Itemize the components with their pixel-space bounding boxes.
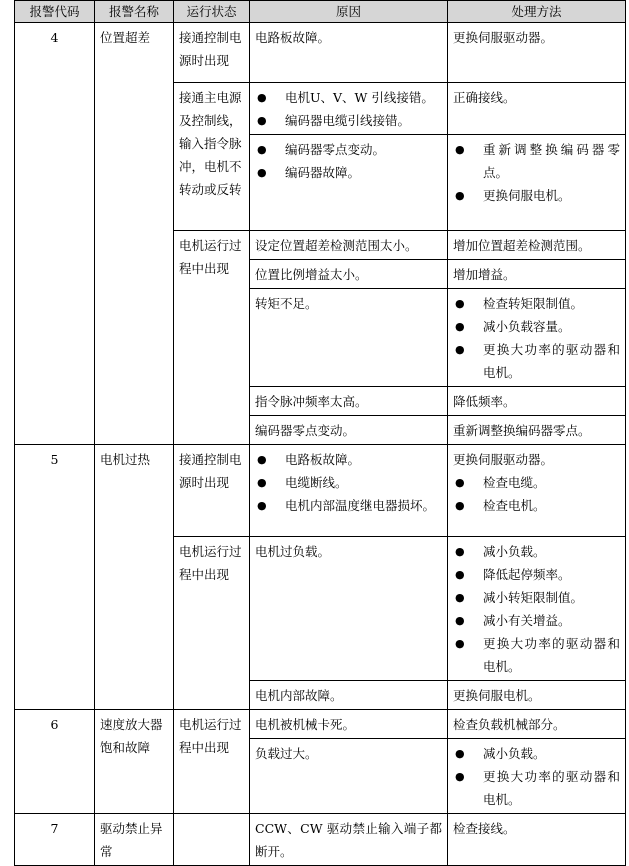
cause-text: CCW、CW 驱动禁止输入端子都断开。 bbox=[255, 821, 442, 859]
cause-cell bbox=[250, 260, 448, 289]
cause-cell bbox=[250, 537, 448, 681]
run-state-cell: 接通控制电源时出现 bbox=[174, 23, 250, 83]
run-state-cell: 接通控制电源时出现 bbox=[174, 445, 250, 537]
cause-cell bbox=[250, 289, 448, 387]
run-state-cell: 接通主电源及控制线，输入指令脉冲，电机不转动或反转 bbox=[174, 83, 250, 231]
cause-cell bbox=[250, 739, 448, 814]
alarm-code-cell: 5 bbox=[15, 445, 95, 710]
remedy-text: 正确接线。 bbox=[453, 90, 516, 105]
cause-text: 转矩不足。 bbox=[255, 296, 318, 311]
cause-bullet-item: ● 编码器零点变动。 bbox=[255, 138, 442, 161]
table-row bbox=[15, 710, 626, 739]
cause-cell bbox=[250, 23, 448, 83]
remedy-bullet-item: ● 减小负载容量。 bbox=[453, 315, 620, 338]
cause-cell bbox=[250, 681, 448, 710]
cause-cell bbox=[250, 710, 448, 739]
cause-cell bbox=[250, 83, 448, 135]
remedy-text: 降低频率。 bbox=[453, 394, 516, 409]
remedy-bullet-item: ● 降低起停频率。 bbox=[453, 563, 620, 586]
cause-text: 位置比例增益太小。 bbox=[255, 267, 368, 282]
remedy-bullet-item: ● 检查电缆。 bbox=[453, 471, 620, 494]
cause-cell bbox=[250, 445, 448, 537]
alarm-name-cell: 速度放大器饱和故障 bbox=[95, 710, 174, 814]
remedy-bullet-item: ● 减小转矩限制值。 bbox=[453, 586, 620, 609]
cause-text: 负载过大。 bbox=[255, 746, 318, 761]
cause-text: 编码器零点变动。 bbox=[255, 423, 356, 438]
alarm-code-cell: 4 bbox=[15, 23, 95, 445]
cause-text: 指令脉冲频率太高。 bbox=[255, 394, 368, 409]
table-row bbox=[15, 814, 626, 866]
header-cause: 原因 bbox=[250, 1, 448, 23]
cause-text: 电路板故障。 bbox=[255, 30, 331, 45]
remedy-bullet-item: ● 减小负载。 bbox=[453, 742, 620, 765]
header-remedy: 处理方法 bbox=[448, 1, 626, 23]
remedy-bullet-item: ● 更换大功率的驱动器和电机。 bbox=[453, 765, 620, 811]
alarm-code-cell: 6 bbox=[15, 710, 95, 814]
alarm-table-body bbox=[15, 23, 626, 866]
remedy-text: 更换伺服驱动器。 bbox=[453, 452, 554, 467]
remedy-bullet-item: ● 检查转矩限制值。 bbox=[453, 292, 620, 315]
run-state-cell bbox=[174, 814, 250, 866]
remedy-bullet-item: ● 检查电机。 bbox=[453, 494, 620, 517]
remedy-cell bbox=[448, 231, 626, 260]
remedy-bullet-item: ● 减小有关增益。 bbox=[453, 609, 620, 632]
remedy-cell bbox=[448, 289, 626, 387]
remedy-cell bbox=[448, 387, 626, 416]
cause-cell bbox=[250, 416, 448, 445]
remedy-cell bbox=[448, 814, 626, 866]
cause-text: 电机过负载。 bbox=[255, 544, 331, 559]
cause-cell bbox=[250, 231, 448, 260]
remedy-bullet-item: ● 重新调整换编码器零点。 bbox=[453, 138, 620, 184]
cause-bullet-item: ● 电缆断线。 bbox=[255, 471, 442, 494]
cause-bullet-item: ● 电机U、V、W 引线接错。 bbox=[255, 86, 442, 109]
remedy-bullet-item: ● 更换伺服电机。 bbox=[453, 184, 620, 207]
alarm-name-cell: 驱动禁止异常 bbox=[95, 814, 174, 866]
alarm-table bbox=[14, 0, 626, 866]
remedy-cell bbox=[448, 23, 626, 83]
run-state-cell: 电机运行过程中出现 bbox=[174, 710, 250, 814]
remedy-cell bbox=[448, 135, 626, 231]
cause-bullet-item: ● 电机内部温度继电器损坏。 bbox=[255, 494, 442, 517]
cause-cell bbox=[250, 814, 448, 866]
remedy-cell bbox=[448, 83, 626, 135]
remedy-text: 检查接线。 bbox=[453, 821, 516, 836]
remedy-text: 重新调整换编码器零点。 bbox=[453, 423, 591, 438]
remedy-cell bbox=[448, 739, 626, 814]
remedy-text: 更换伺服电机。 bbox=[453, 688, 541, 703]
remedy-cell bbox=[448, 416, 626, 445]
table-row bbox=[15, 23, 626, 83]
remedy-text: 更换伺服驱动器。 bbox=[453, 30, 554, 45]
remedy-cell bbox=[448, 445, 626, 537]
cause-cell bbox=[250, 387, 448, 416]
remedy-text: 增加增益。 bbox=[453, 267, 516, 282]
cause-bullet-item: ● 编码器电缆引线接错。 bbox=[255, 109, 442, 132]
remedy-bullet-item: ● 更换大功率的驱动器和电机。 bbox=[453, 338, 620, 384]
alarm-table-container bbox=[14, 0, 625, 866]
header-alarm-code: 报警代码 bbox=[15, 1, 95, 23]
run-state-cell: 电机运行过程中出现 bbox=[174, 537, 250, 710]
alarm-name-cell: 电机过热 bbox=[95, 445, 174, 710]
remedy-cell bbox=[448, 537, 626, 681]
table-row bbox=[15, 445, 626, 537]
alarm-name-cell: 位置超差 bbox=[95, 23, 174, 445]
alarm-code-cell: 7 bbox=[15, 814, 95, 866]
cause-bullet-item: ● 电路板故障。 bbox=[255, 448, 442, 471]
remedy-cell bbox=[448, 681, 626, 710]
remedy-cell bbox=[448, 260, 626, 289]
remedy-cell bbox=[448, 710, 626, 739]
cause-bullet-item: ● 编码器故障。 bbox=[255, 161, 442, 184]
cause-text: 设定位置超差检测范围太小。 bbox=[255, 238, 418, 253]
header-alarm-name: 报警名称 bbox=[95, 1, 174, 23]
header-row bbox=[15, 1, 626, 23]
remedy-text: 检查负载机械部分。 bbox=[453, 717, 566, 732]
header-run-state: 运行状态 bbox=[174, 1, 250, 23]
cause-text: 电机被机械卡死。 bbox=[255, 717, 356, 732]
run-state-cell: 电机运行过程中出现 bbox=[174, 231, 250, 445]
cause-cell bbox=[250, 135, 448, 231]
remedy-bullet-item: ● 更换大功率的驱动器和电机。 bbox=[453, 632, 620, 678]
cause-text: 电机内部故障。 bbox=[255, 688, 343, 703]
remedy-text: 增加位置超差检测范围。 bbox=[453, 238, 591, 253]
remedy-bullet-item: ● 减小负载。 bbox=[453, 540, 620, 563]
